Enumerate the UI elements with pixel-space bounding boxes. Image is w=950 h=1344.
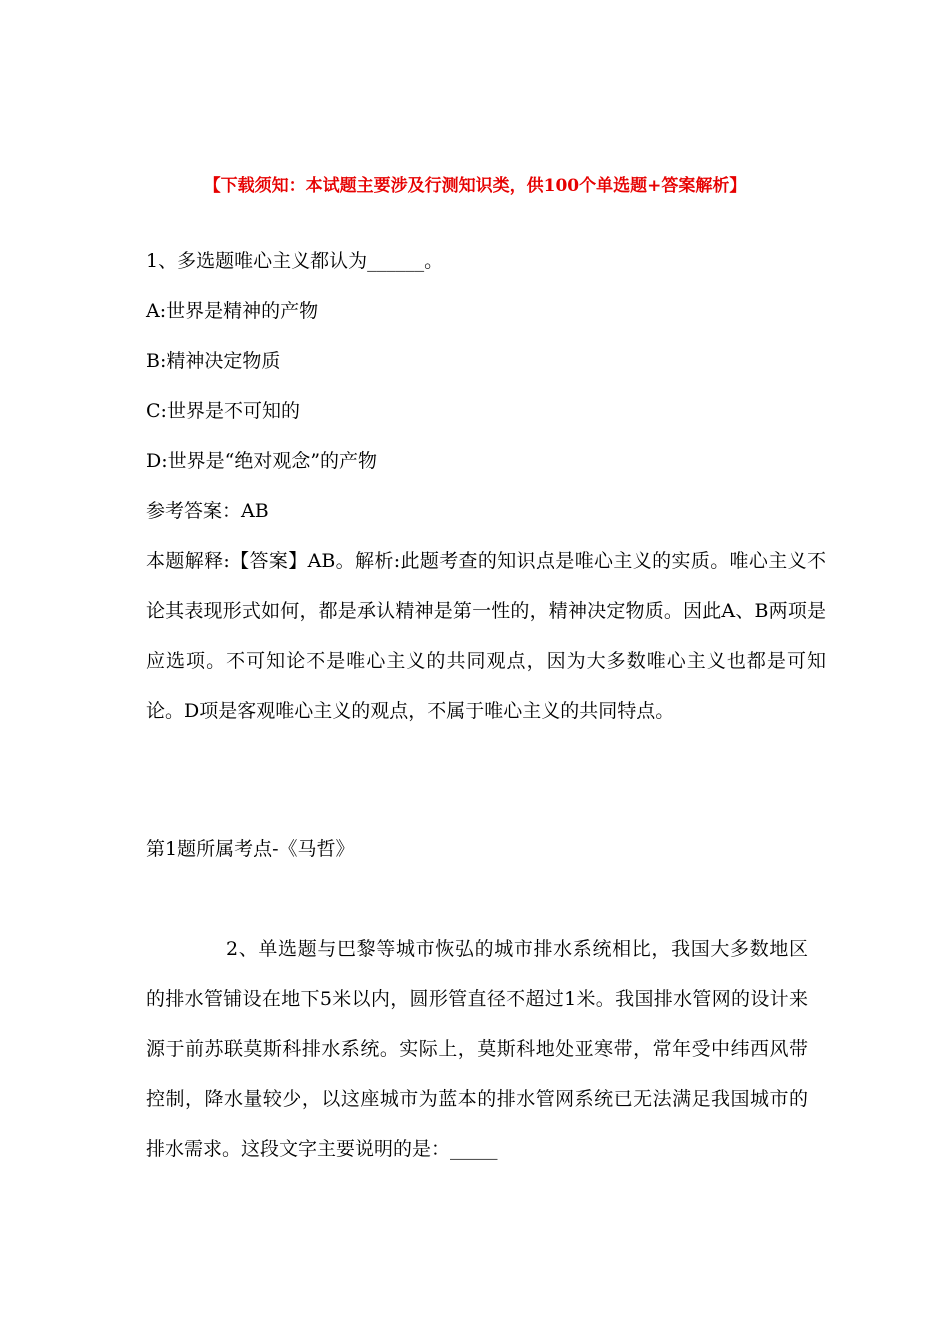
download-notice: 【下载须知：本试题主要涉及行测知识类，供100个单选题+答案解析】: [203, 176, 747, 196]
question-2-stem: 2、单选题与巴黎等城市恢弘的城市排水系统相比，我国大多数地区的排水管铺设在地下5米以内，圆形管直径不超过1米。我国排水管网的设计来源于前苏联莫斯科排水系统。实际上，莫斯科地处亚寒带，常年受中纬西风带控制，降水量较少，以这座城市为蓝本的排水管网系统已无法满足我国城市的排水需求。这段文字主要说明的是：_____: [146, 938, 808, 1160]
option-a: A:世界是精神的产物: [146, 300, 319, 322]
option-c: C:世界是不可知的: [146, 400, 300, 422]
question-1: [146, 236, 826, 736]
option-b: B:精神决定物质: [146, 350, 281, 372]
option-d: D:世界是“绝对观念”的产物: [146, 450, 378, 472]
question-1-stem: 1、多选题唯心主义都认为______。: [146, 250, 444, 272]
question-1-point: 第1题所属考点-《马哲》: [146, 838, 355, 860]
question-1-explanation: 本题解释:【答案】AB。解析:此题考查的知识点是唯心主义的实质。唯心主义不论其表现形式如何，都是承认精神是第一性的，精神决定物质。因此A、B两项是应选项。不可知论不是唯心主义的共同观点，因为大多数唯心主义也都是可知论。D项是客观唯心主义的观点，不属于唯心主义的共同特点。: [146, 550, 826, 722]
reference-answer: 参考答案：AB: [146, 500, 269, 522]
